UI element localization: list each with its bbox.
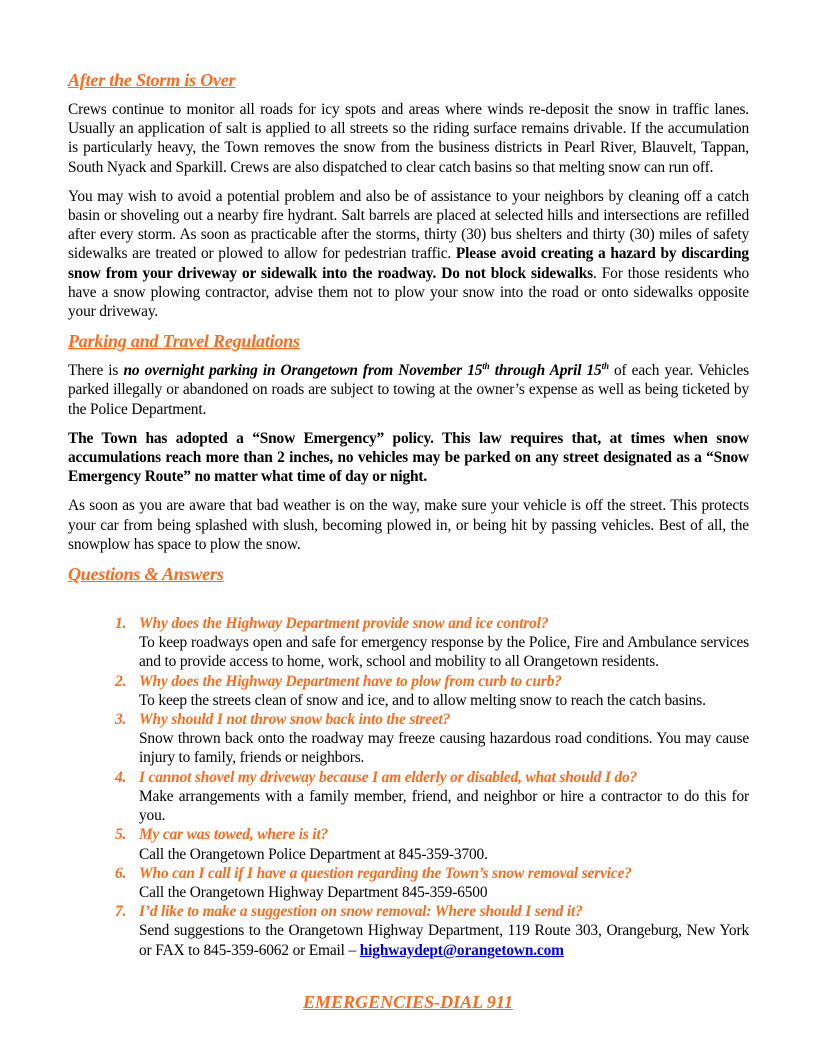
- section-heading-parking: Parking and Travel Regulations: [68, 331, 300, 352]
- qa-number: 1.: [115, 615, 127, 633]
- storm-paragraph-2: [68, 187, 749, 321]
- qa-number: 4.: [115, 768, 127, 786]
- qa-item: [68, 864, 749, 902]
- qa-answer: [139, 921, 749, 959]
- qa-question: Who can I call if I have a question regarding the Town’s snow removal service?: [139, 864, 632, 882]
- qa-answer: To keep the streets clean of snow and ice, and to allow melting snow to reach the catch basins.: [139, 691, 706, 709]
- ordinal-sup: th: [601, 361, 609, 372]
- qa-item: [68, 614, 749, 672]
- qa-answer-text: Send suggestions to the Orangetown Highway Department, 119 Route 303, Orangeburg, New York or FAX to 845-359-6062 or Email –: [139, 922, 749, 959]
- section-heading-after-storm: After the Storm is Over: [68, 70, 236, 90]
- qa-answer: Make arrangements with a family member, friend, and neighbor or hire a contractor to do this for you.: [139, 787, 749, 825]
- qa-number: 6.: [115, 864, 127, 882]
- qa-number: 5.: [115, 826, 127, 844]
- qa-item: [68, 672, 749, 710]
- document-page: [68, 70, 749, 960]
- parking-p1-emphasis: [123, 362, 608, 379]
- parking-paragraph-2: The Town has adopted a “Snow Emergency” policy. This law requires that, at times when snow accumulations reach more than 2 inches, no vehicles may be parked on any street designated as a “Snow Emergency Route” no matter what time of day or night.: [68, 429, 749, 486]
- qa-item: [68, 768, 749, 826]
- ordinal-sup: th: [482, 361, 490, 372]
- section-heading-qa: Questions & Answers: [68, 564, 224, 585]
- parking-paragraph-1: [68, 361, 749, 419]
- qa-question: Why should I not throw snow back into the street?: [139, 711, 451, 729]
- qa-answer: Snow thrown back onto the roadway may freeze causing hazardous road conditions. You may cause injury to family, friends or neighbors.: [139, 730, 749, 767]
- qa-question: Why does the Highway Department have to plow from curb to curb?: [139, 672, 562, 690]
- storm-p2-warning: Please avoid creating a hazard by discarding snow from your driveway or sidewalk into the roadway. Do not block sidewalks: [68, 245, 749, 282]
- qa-question: My car was towed, where is it?: [139, 826, 329, 844]
- qa-answer: Call the Orangetown Police Department at 845-359-3700.: [139, 845, 488, 863]
- email-link[interactable]: highwaydept@orangetown.com: [359, 941, 564, 959]
- qa-number: 3.: [115, 711, 127, 729]
- qa-item: [68, 710, 749, 768]
- qa-list: [68, 614, 749, 960]
- parking-p1-end: of each year. Vehicles parked illegally or abandoned on roads are subject to towing at the owner’s expense as well as being ticketed by the Police Department.: [68, 362, 750, 418]
- parking-p1-start: There is: [68, 362, 124, 380]
- qa-answer: Call the Orangetown Highway Department 845-359-6500: [139, 883, 488, 901]
- qa-item: [68, 902, 749, 960]
- qa-number: 2.: [115, 672, 127, 690]
- storm-paragraph-1: Crews continue to monitor all roads for icy spots and areas where winds re-deposit the snow in traffic lanes. Usually an application of salt is applied to all streets so the riding surface remains drivable. If the accumulation is particularly heavy, the Town removes the snow from the business districts in Pearl River, Blauvelt, Tappan, South Nyack and Sparkill. Crews are also dispatched to clear catch basins so that melting snow can run off.: [68, 101, 749, 176]
- qa-question: I’d like to make a suggestion on snow removal: Where should I send it?: [139, 903, 583, 921]
- qa-number: 7.: [115, 903, 127, 921]
- storm-p2-text: You may wish to avoid a potential problem and also be of assistance to your neighbors by cleaning off a catch basin or shoveling out a nearby fire hydrant. Salt barrels are placed at selected hills and intersections are refilled after every storm. As soon as practicable after the storms, thirty (30) bus shelters and thirty (30) miles of safety sidewalks are treated or plowed to allow for pedestrian traffic.: [68, 187, 749, 263]
- qa-question: I cannot shovel my driveway because I am elderly or disabled, what should I do?: [139, 768, 638, 786]
- qa-item: [68, 825, 749, 863]
- parking-date-start: no overnight parking in Orangetown from November 15: [123, 362, 483, 380]
- emergency-text: EMERGENCIES-DIAL 911: [303, 992, 513, 1012]
- emergency-footer: [0, 992, 816, 1013]
- qa-question: Why does the Highway Department provide snow and ice control?: [139, 615, 549, 633]
- parking-paragraph-3: As soon as you are aware that bad weather is on the way, make sure your vehicle is off the street. This protects your car from being splashed with slush, becoming plowed in, or being hit by passing vehicles. Best of all, the snowplow has space to plow the snow.: [68, 497, 749, 553]
- storm-p2-end: . For those residents who have a snow plowing contractor, advise them not to plow your snow into the road or onto sidewalks opposite your driveway.: [68, 264, 749, 321]
- qa-answer: To keep roadways open and safe for emergency response by the Police, Fire and Ambulance services and to provide access to home, work, school and mobility to all Orangetown residents.: [139, 634, 749, 671]
- parking-date-end: through April 15: [489, 362, 602, 380]
